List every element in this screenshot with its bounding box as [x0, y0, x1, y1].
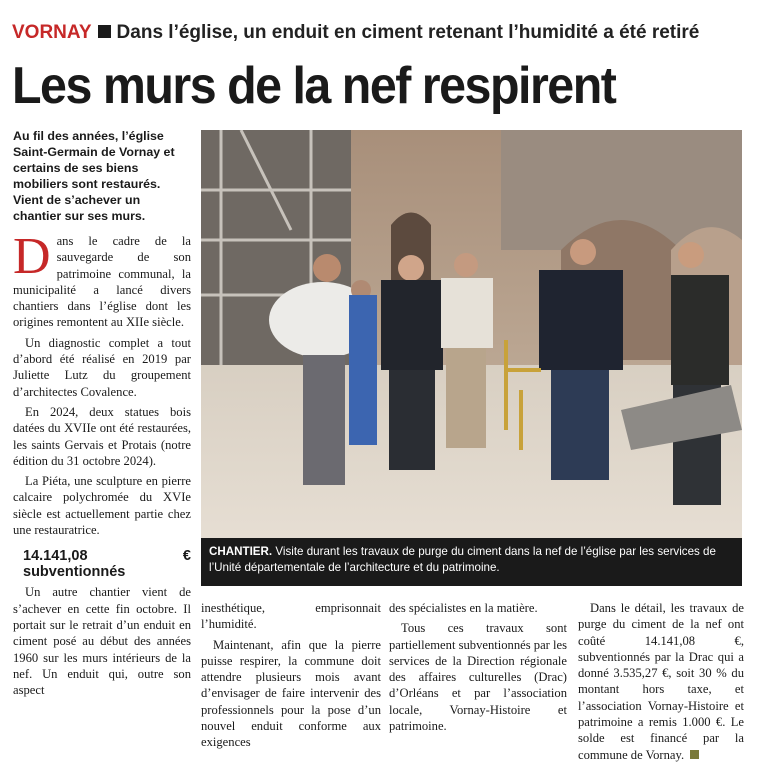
- headline: Les murs de la nef respirent: [12, 57, 616, 115]
- subheading: 14.141,08 € subventionnés: [23, 548, 191, 581]
- photo-caption: [201, 538, 742, 586]
- paragraph-text: Dans le détail, les travaux de purge du ciment de la nef ont coûté 14.141,08 €, subventionnés par la Drac qui a donné 3.535,27 €, soit 30 % du montant hors taxe, et l’association Vornay-Histoire et patrimoine a remis 1.000 €. Le solde est financé par la commune de Vornay.: [578, 601, 744, 762]
- article-paragraph: des spécialistes en la matière.: [389, 601, 538, 615]
- article-photo: [201, 130, 742, 538]
- article-paragraph: La Piéta, une sculpture en pierre calcaire polychromée du XVIe siècle est actuellement partie chez une restauratrice.: [13, 474, 191, 538]
- article-paragraph: Un autre chantier vient de s’achever en cette fin octobre. Il portait sur le retrait d’un enduit en ciment posé au début des années 1960 sur les murs intérieurs de la nef. Un enduit qui, outre son aspect: [13, 585, 191, 698]
- end-square-icon: [690, 750, 699, 759]
- article-paragraph: [13, 228, 191, 331]
- article-column-4: [578, 600, 744, 767]
- kicker: [12, 22, 699, 44]
- dropcap: D: [13, 228, 51, 285]
- paragraph-text: ans le cadre de la sauvegarde de son patrimoine communal, la municipalité a lancé divers chantiers dans l’église dont les origines remontent au XIIe siècle.: [13, 234, 191, 330]
- photo-illustration: [201, 130, 742, 538]
- caption-lead: CHANTIER.: [209, 545, 273, 558]
- article-paragraph: inesthétique, emprisonnait l’humidité.: [201, 601, 381, 632]
- article-paragraph: Tous ces travaux sont partiellement subventionnés par les services de la Direction régionale des affaires culturelles (Drac) d’Orléans et par l’association locale, Vornay-Histoire et patrimoine.: [389, 621, 568, 734]
- article-paragraph: Maintenant, afin que la pierre puisse respirer, la commune doit attendre plusieurs mois avant d’envisager de faire intervenir des professionnels pour la pose d’un nouvel enduit conforme aux exigences: [201, 637, 381, 750]
- kicker-square-icon: [98, 25, 111, 38]
- article-column-3: [389, 600, 567, 738]
- kicker-location: VORNAY: [12, 22, 92, 43]
- kicker-subtitle: Dans l’église, un enduit en ciment retenant l’humidité a été retiré: [116, 22, 700, 43]
- article-paragraph: Un diagnostic complet a tout d’abord été réalisé en 2019 par Juliette Lutz du groupement d’architectes Covalence.: [13, 335, 191, 399]
- article-column-1: [13, 228, 191, 702]
- article-paragraph: En 2024, deux statues bois datées du XVIIe ont été restaurées, les saints Gervais et Protais (notre édition du 31 octobre 2024).: [13, 404, 191, 468]
- chapo: Au fil des années, l’église Saint-Germain de Vornay et certains de ses biens mobiliers sont restaurés. Vient de s’achever un chantier sur ses murs.: [13, 129, 175, 223]
- article-paragraph: [578, 600, 744, 763]
- article-column-2: [201, 600, 381, 755]
- caption-text: Visite durant les travaux de purge du ciment dans la nef de l’église par les services de l’Unité départementale de l’architecture et du patrimoine.: [209, 545, 716, 574]
